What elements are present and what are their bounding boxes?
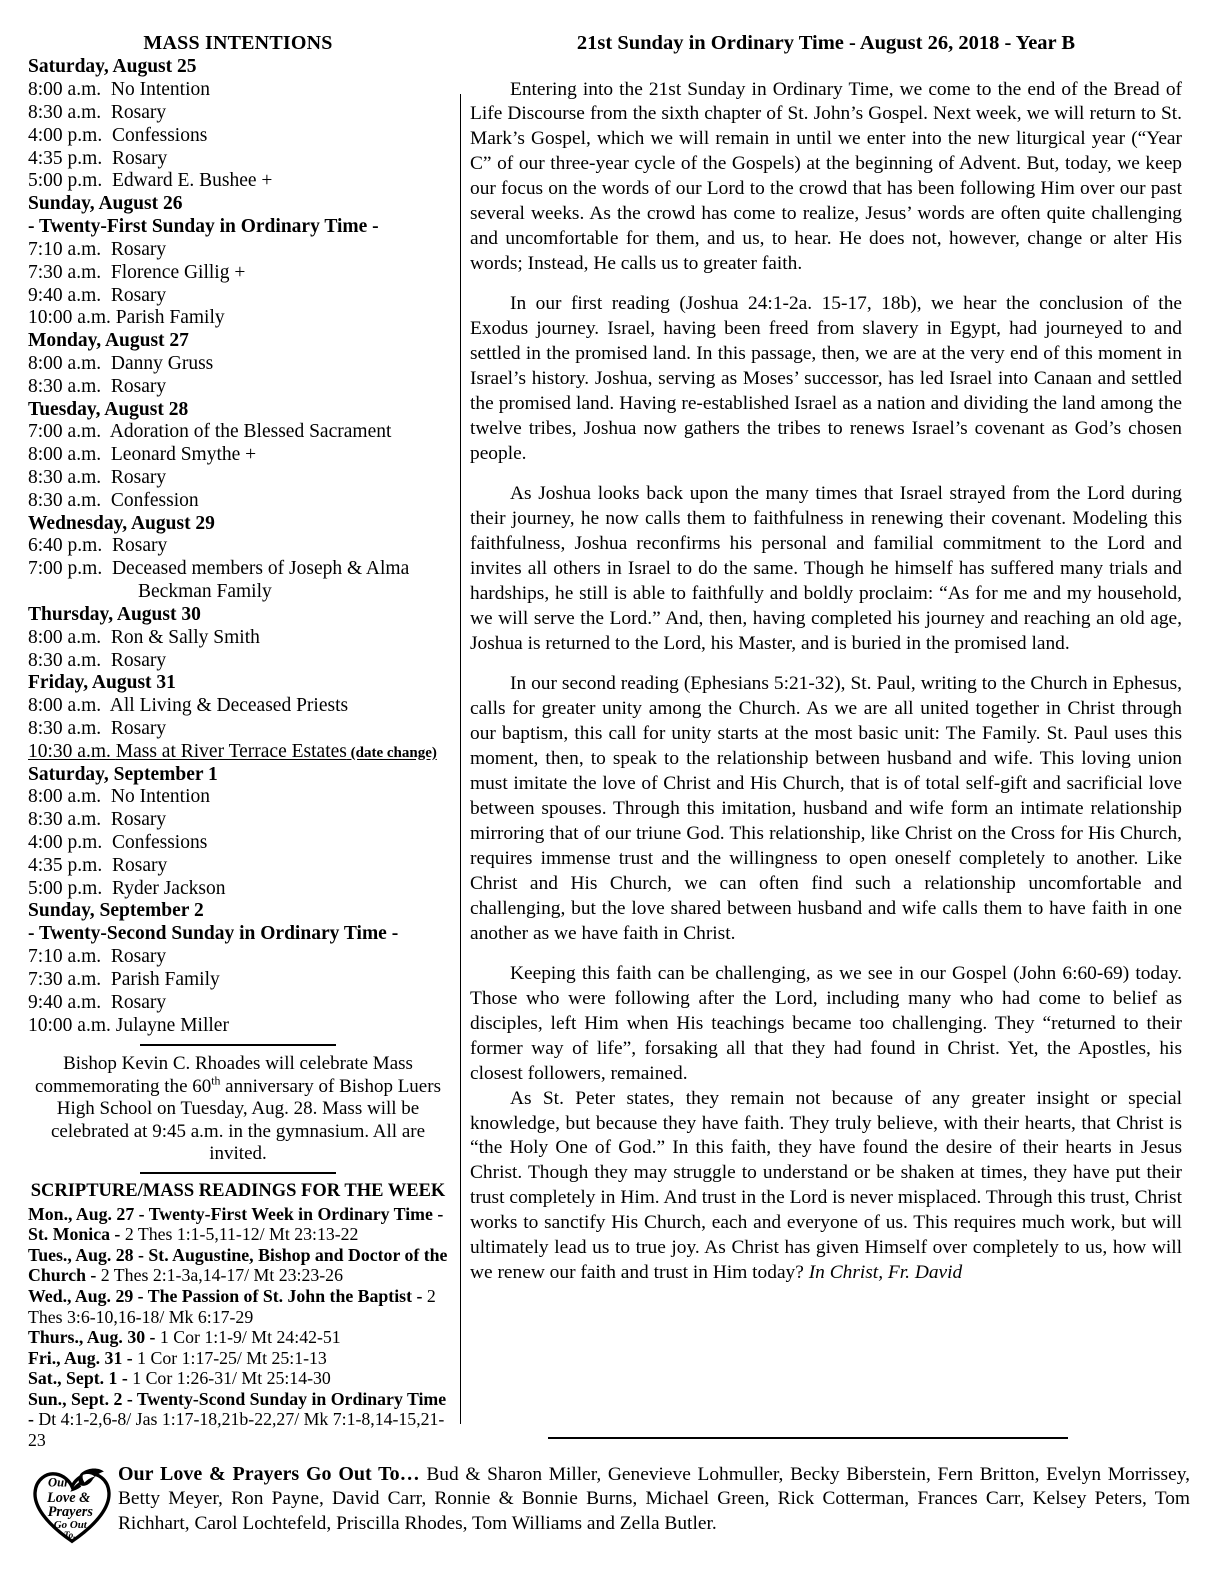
mass-day-heading: Tuesday, August 28 (28, 398, 189, 420)
scripture-reading-item (28, 1389, 448, 1451)
mass-entry-time: 8:30 a.m. (28, 717, 111, 739)
mass-intention-entry (28, 170, 448, 193)
mass-entry-time: 8:30 a.m. (28, 467, 111, 489)
reflection-paragraph: Keeping this faith can be challenging, as we see in our Gospel (John 6:60-69) today. Those who were following after the Lord, including many who had come to belief as disciples, left Him when His teachings became too challenging. They “returned to their former way of life”, forsaking all that they had found in Christ. Yet, the Apostles, his closest followers, remained. (470, 962, 1182, 1084)
mass-intention-entry (28, 627, 448, 650)
mass-intention-entry (28, 148, 448, 171)
mass-intention-entry (28, 946, 448, 969)
mass-entry-description: No Intention (110, 786, 210, 808)
scripture-citation: 2 Thes 2:1-3a,14-17/ Mt 23:23-26 (100, 1265, 343, 1286)
mass-entry-description: Rosary (111, 854, 168, 876)
reflection-paragraph: Entering into the 21st Sunday in Ordinary Time, we come to the end of the Bread of Life Discourse from the sixth chapter of St. John’s Gospel. Next week, we will return to St. Mark’s Gospel, which we will remain in until we enter into the new liturgical year (“Year C” of our three-year cycle of the Gospels) at the beginning of Advent. But, today, we keep our focus on the words of our Lord to the crowd that has been following Him over our past several weeks. As the crowd has come to realize, Jesus’ words are often quite challenging and uncomfortable for them, and us, to hear. He does not, however, change or alter His words; Instead, He calls us to greater faith. (470, 78, 1182, 275)
mass-intention-entry (28, 353, 448, 376)
mass-intention-entry (28, 262, 448, 285)
mass-entry-time: 8:00 a.m. (28, 626, 111, 648)
mass-intention-entry (28, 307, 448, 330)
mass-intention-entry (28, 239, 448, 262)
mass-day-subheading: - Twenty-Second Sunday in Ordinary Time - (28, 923, 399, 945)
mass-intention-entry (28, 650, 448, 673)
mass-entry-time: 10:00 a.m. (28, 307, 116, 329)
mass-intention-entry (28, 376, 448, 399)
prayer-lead-label: Our Love & Prayers Go Out To… (118, 1463, 420, 1485)
mass-day-heading: Monday, August 27 (28, 330, 189, 352)
scripture-citation: 2 Thes 3:6-10,16-18/ Mk 6:17-29 (28, 1286, 436, 1327)
mass-entry-time: 8:00 a.m. (28, 79, 111, 101)
mass-entry-time: 4:00 p.m. (28, 832, 112, 854)
mass-entry-description: Confessions (111, 124, 208, 146)
mass-entry-description: Confessions (111, 832, 208, 854)
mass-intention-entry (28, 467, 448, 490)
prayer-names-text (118, 1462, 1190, 1536)
scripture-reading-item (28, 1245, 448, 1286)
mass-entry-description: Rosary (110, 238, 167, 260)
mass-intention-entry (28, 718, 448, 741)
scripture-readings-list (28, 1204, 448, 1451)
mass-entry-description: Rosary (110, 991, 167, 1013)
mass-entry-time: 4:35 p.m. (28, 854, 112, 876)
announcement-text-1: Bishop Kevin C. Rhoades will celebrate Mass commemorating the 60 (35, 1053, 413, 1097)
reflection-paragraph: In our second reading (Ephesians 5:21-32), St. Paul, writing to the Church in Ephesus, calls for greater unity among the Church. As we are all united together in Christ through our baptism, this call for unity starts at the most basic unit: The Family. St. Paul uses this moment, then, to speak to the relationship between husband and wife. This loving union must imitate the love of Christ and His Church, that is of total self-gift and sacrificial love between spouses. Through this imitation, husband and wife form an intimate relationship mirroring that of our triune God. This relationship, like Christ on the Cross for His Church, requires immense trust and the willingness to open oneself completely to another. Like Christ and His Church, we can often find such a relationship uncomfortable and challenging, but the love shared between husband and wife calls them to have faith in one another as we have faith in Christ. (470, 673, 1182, 944)
mass-entry-description: Edward E. Bushee + (111, 170, 273, 192)
bishop-announcement (28, 1053, 448, 1165)
mass-intention-entry (28, 421, 448, 444)
mass-intention-entry (28, 285, 448, 308)
mass-entry-description: Rosary (110, 717, 167, 739)
reflection-body (470, 78, 1182, 1087)
mass-intention-entry (28, 992, 448, 1015)
mass-intention-entry (28, 490, 448, 513)
left-column (28, 32, 448, 1450)
logo-word-to: To... (63, 1529, 81, 1540)
separator-rule-1 (140, 1044, 336, 1046)
reflection-final-paragraph (470, 1087, 1182, 1286)
mass-entry-time: 8:30 a.m. (28, 809, 111, 831)
mass-entry-time: 8:30 a.m. (28, 649, 111, 671)
mass-entry-continuation: Beckman Family (138, 581, 272, 603)
separator-rule-2 (140, 1172, 336, 1174)
mass-entry-time: 8:30 a.m. (28, 489, 111, 511)
logo-word-our: Our (48, 1475, 70, 1490)
mass-entry-time: 7:30 a.m. (28, 968, 111, 990)
scripture-citation: 1 Cor 1:17-25/ Mt 25:1-13 (137, 1347, 327, 1368)
mass-entry-description: Confession (110, 489, 199, 511)
mass-entry-time: 10:30 a.m. (28, 740, 116, 762)
mass-entry-description: Parish Family (110, 968, 220, 990)
reflection-paragraph: In our first reading (Joshua 24:1-2a. 15-17, 18b), we hear the conclusion of the Exodus journey. Israel, having been freed from slavery in Egypt, had journeyed to and settled in the promised land. In this passage, then, we are at the very end of this moment in Israel’s history. Joshua, serving as Moses’ successor, has led Israel into Canaan and settled the promised land. Having re-established Israel as a nation and dividing the land among the twelve tribes, Joshua now gathers the tribes to renews Israel’s covenant as God’s chosen people. (470, 293, 1182, 464)
ordinal-suffix: th (211, 1074, 221, 1088)
mass-day-heading: Wednesday, August 29 (28, 512, 215, 534)
mass-entry-description: Parish Family (115, 307, 225, 329)
mass-entry-description: Julayne Miller (115, 1014, 229, 1036)
mass-entry-description: Rosary (110, 467, 167, 489)
logo-word-prayers: Prayers (47, 1504, 93, 1521)
mass-day-heading: Saturday, August 25 (28, 56, 197, 78)
mass-entry-time: 8:30 a.m. (28, 375, 111, 397)
mass-intention-entry (28, 1015, 448, 1038)
mass-day-subheading: - Twenty-First Sunday in Ordinary Time - (28, 216, 379, 238)
mass-entry-description: Danny Gruss (110, 352, 214, 374)
scripture-day-label: Wed., Aug. 29 - The Passion of St. John the Baptist - (28, 1286, 427, 1306)
scripture-citation: 1 Cor 1:26-31/ Mt 25:14-30 (132, 1368, 331, 1389)
mass-entry-note: (date change) (346, 744, 437, 761)
mass-entry-description: All Living & Deceased Priests (109, 695, 349, 717)
mass-entry-description: Leonard Smythe + (110, 444, 257, 466)
mass-entry-description: Ron & Sally Smith (110, 626, 260, 648)
scripture-day-label: Mon., Aug. 27 - Twenty-First Week in Ordinary Time - St. Monica - (28, 1203, 444, 1245)
mass-intention-entry (28, 558, 448, 581)
mass-intentions-title: MASS INTENTIONS (143, 32, 333, 54)
logo-word-goout: Go Out (53, 1518, 87, 1531)
logo-word-love: Love & (47, 1489, 91, 1506)
mass-intention-entry (28, 786, 448, 809)
mass-entry-description: Deceased members of Joseph & Alma (111, 558, 410, 580)
mass-entry-time: 4:00 p.m. (28, 124, 112, 146)
mass-entry-time: 7:30 a.m. (28, 261, 111, 283)
scripture-citation: Dt 4:1-2,6-8/ Jas 1:17-18,21b-22,27/ Mk 7:1-8,14-15,21-23 (28, 1409, 445, 1450)
mass-entry-time: 5:00 p.m. (28, 170, 112, 192)
prayer-list-block (30, 1462, 1190, 1540)
announcement-text-2: anniversary of Bishop Luers High School on Tuesday, Aug. 28. Mass will be celebrated at 9:45 a.m. in the gymnasium. All are invited. (50, 1075, 441, 1164)
mass-intention-entry (28, 969, 448, 992)
scripture-readings-title: SCRIPTURE/MASS READINGS FOR THE WEEK (30, 1181, 446, 1202)
mass-entry-description: Ryder Jackson (111, 877, 226, 899)
author-signature: In Christ, Fr. David (808, 1262, 963, 1284)
scripture-day-label: Sat., Sept. 1 - (28, 1368, 133, 1389)
scripture-day-label: Thurs., Aug. 30 - (28, 1327, 160, 1348)
scripture-reading-item (28, 1348, 448, 1369)
mass-intentions-list (28, 56, 448, 1037)
reflection-title: 21st Sunday in Ordinary Time - August 26, 2018 - Year B (576, 32, 1076, 54)
mass-intention-entry (28, 855, 448, 878)
mass-day-heading: Sunday, August 26 (28, 193, 183, 215)
mass-intention-entry (28, 878, 448, 901)
mass-entry-time: 8:30 a.m. (28, 102, 111, 124)
mass-entry-description: No Intention (110, 79, 210, 101)
mass-entry-description: Rosary (110, 946, 167, 968)
prayer-names: Bud & Sharon Miller, Genevieve Lohmuller, Becky Biberstein, Fern Britton, Evelyn Morrissey, Betty Meyer, Ron Payne, David Carr, Ronnie & Bonnie Burns, Michael Green, Rick Cotterman, Frances Carr, Kelsey Peters, Tom Richhart, Carol Lochtefeld, Priscilla Rhodes, Tom Williams and Zella Butler. (118, 1464, 1190, 1534)
mass-entry-time: 8:00 a.m. (28, 444, 111, 466)
mass-entry-description: Rosary (110, 649, 167, 671)
reflection-paragraph: As Joshua looks back upon the many times that Israel strayed from the Lord during their journey, he now calls them to faithfulness in renewing their covenant. Modeling this faithfulness, Joshua reconfirms his personal and familial commitment to the Lord and invites all others in Israel to do the same. Though he himself has suffered many trials and hardships, he still is able to faithfully and boldly proclaim: “As for me and my household, we will serve the Lord.” And, then, having completed his journey and reaching an old age, Joshua is returned to the Lord, his Master, and is buried in the promised land. (470, 483, 1182, 654)
scripture-citation: 1 Cor 1:1-9/ Mt 24:42-51 (159, 1327, 341, 1348)
mass-intention-entry (28, 832, 448, 855)
mass-entry-time: 8:00 a.m. (28, 695, 110, 717)
mass-entry-description: Adoration of the Blessed Sacrament (109, 421, 392, 443)
mass-entry-time: 7:00 a.m. (28, 421, 110, 443)
mass-entry-description: Rosary (110, 375, 167, 397)
mass-intention-entry (28, 102, 448, 125)
mass-entry-time: 9:40 a.m. (28, 284, 111, 306)
mass-entry-time: 7:00 p.m. (28, 558, 112, 580)
mass-entry-description: Rosary (110, 809, 167, 831)
mass-entry-description: Rosary (111, 147, 168, 169)
mass-entry-description: Florence Gillig + (110, 261, 246, 283)
scripture-reading-item (28, 1204, 448, 1245)
mass-entry-time: 4:35 p.m. (28, 147, 112, 169)
mass-entry-time: 9:40 a.m. (28, 991, 111, 1013)
mass-entry-time: 7:10 a.m. (28, 946, 111, 968)
mass-intention-entry (28, 741, 448, 764)
mass-entry-time: 5:00 p.m. (28, 877, 112, 899)
final-paragraph-text: As St. Peter states, they remain not because of any greater insight or special knowledge, but because they have faith. They truly believe, with their hearts, that Christ is “the Holy One of God.” In this faith, they have found the desire of their hearts in Jesus Christ. Though they may struggle to understand or be shaken at times, they have put their trust completely in Him. And trust in the Lord is never misplaced. Through this trust, Christ works to sanctify His Church, each and everyone of us. This requires much work, but will ultimately lead us to true joy. As Christ has given Himself over completely to us, how will we renew our faith and trust in Him today? (470, 1087, 1182, 1284)
right-column (470, 32, 1182, 1286)
scripture-day-label: Tues., Aug. 28 - St. Augustine, Bishop and Doctor of the Church - (28, 1244, 448, 1286)
mass-entry-time: 6:40 p.m. (28, 535, 112, 557)
mass-day-heading: Saturday, September 1 (28, 763, 218, 785)
mass-day-heading: Sunday, September 2 (28, 900, 204, 922)
mass-entry-description: Mass at River Terrace Estates (115, 740, 347, 762)
mass-entry-description: Rosary (110, 102, 167, 124)
scripture-day-label: Fri., Aug. 31 - (28, 1347, 138, 1368)
mass-intention-entry (28, 125, 448, 148)
scripture-day-label: Sun., Sept. 2 - Twenty-Scond Sunday in Ordinary Time - (28, 1388, 447, 1430)
mass-entry-time: 10:00 a.m. (28, 1014, 116, 1036)
love-and-prayers-heart-icon (30, 1464, 114, 1548)
scripture-citation: 2 Thes 1:1-5,11-12/ Mt 23:13-22 (124, 1224, 359, 1245)
mass-entry-time: 7:10 a.m. (28, 238, 111, 260)
mass-intention-entry (28, 809, 448, 832)
mass-day-heading: Thursday, August 30 (28, 603, 201, 625)
column-divider (460, 94, 461, 1424)
scripture-reading-item (28, 1286, 448, 1327)
mass-intention-entry (28, 444, 448, 467)
mass-intention-entry (28, 535, 448, 558)
mass-intention-entry (28, 695, 448, 718)
separator-rule-bottom (548, 1437, 1068, 1439)
mass-entry-time: 8:00 a.m. (28, 352, 111, 374)
mass-day-heading: Friday, August 31 (28, 672, 176, 694)
mass-intention-entry (28, 79, 448, 102)
mass-entry-time: 8:00 a.m. (28, 786, 111, 808)
scripture-reading-item (28, 1327, 448, 1348)
mass-entry-description: Rosary (110, 284, 167, 306)
scripture-reading-item (28, 1368, 448, 1389)
mass-entry-description: Rosary (111, 535, 168, 557)
